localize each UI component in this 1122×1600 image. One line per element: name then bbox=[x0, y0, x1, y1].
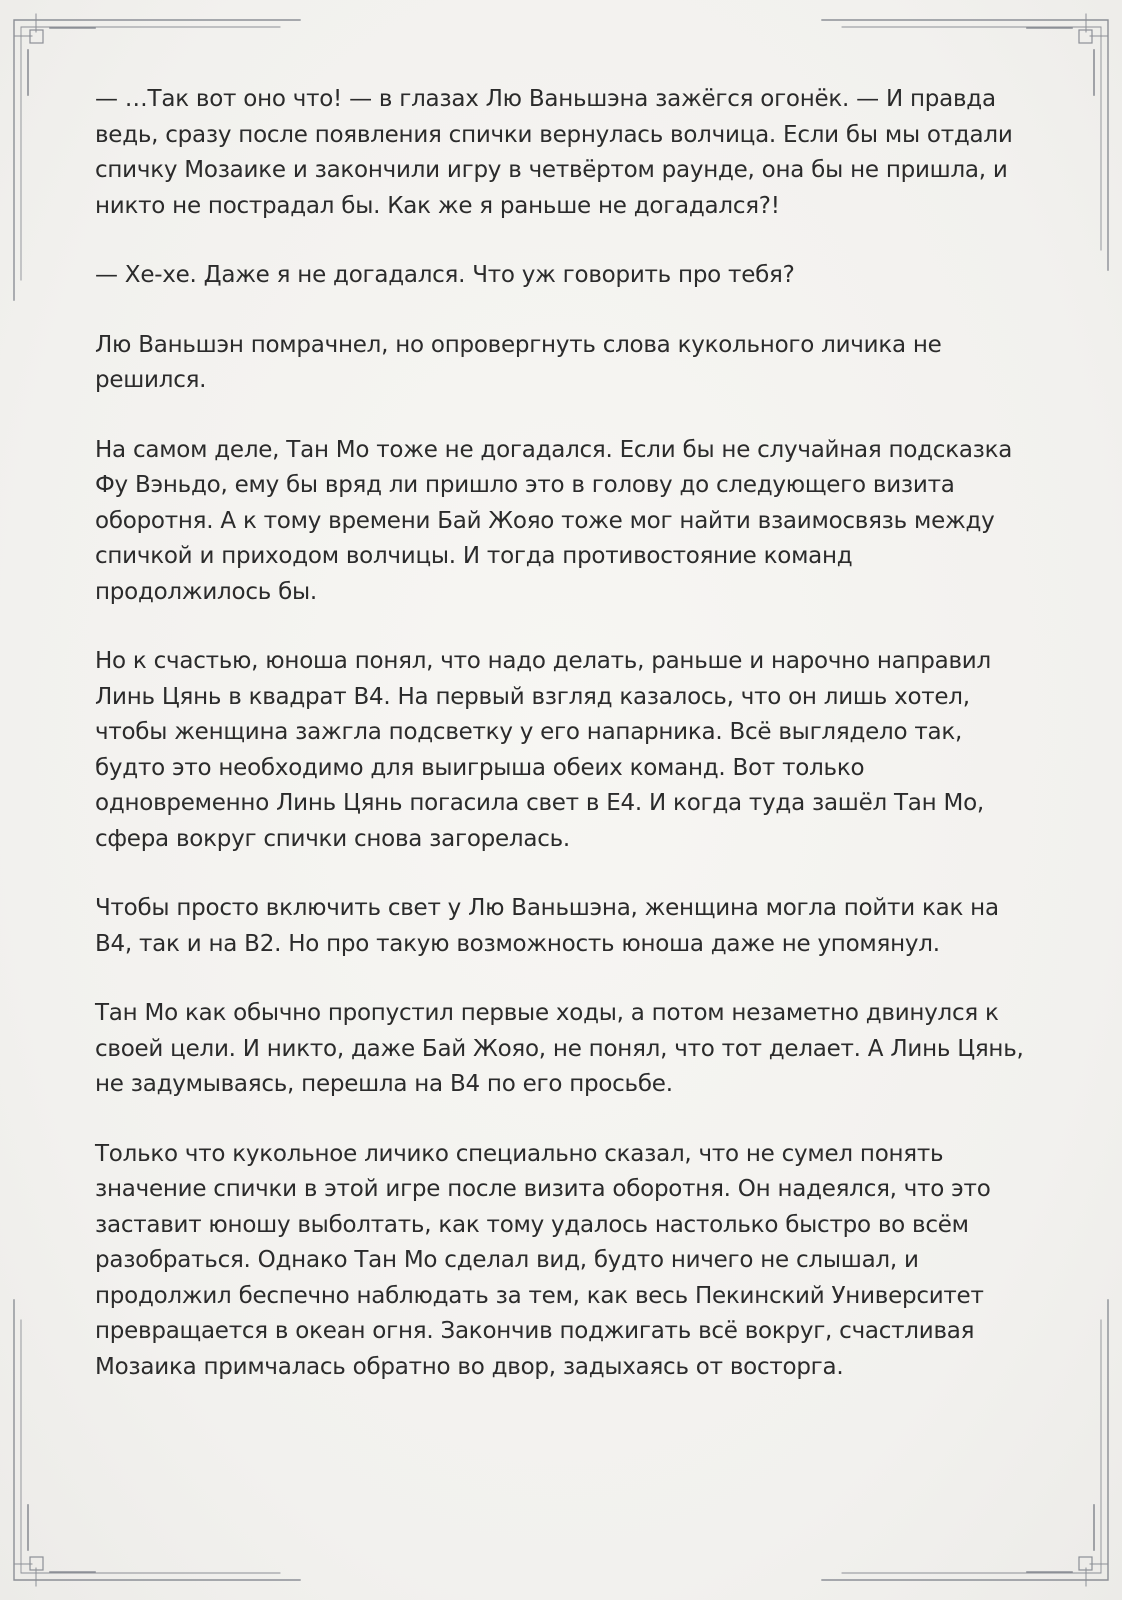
paragraph: Лю Ваньшэн помрачнел, но опровергнуть слова кукольного личика не решился. bbox=[95, 331, 942, 393]
paragraph: На самом деле, Тан Мо тоже не догадался. Если бы не случайная подсказка Фу Вэньдо, ему бы вряд ли пришло это в голову до следующего визита оборотня. А к тому времени Бай Жояо тоже мог найти взаимосвязь между спичкой и приходом волчицы. И тогда противостояние команд продолжилось бы. bbox=[95, 436, 1013, 605]
paragraph: — Хе-хе. Даже я не догадался. Что уж говорить про тебя? bbox=[95, 262, 795, 288]
paragraph: Но к счастью, юноша понял, что надо делать, раньше и нарочно направил Линь Цянь в квадрат В4. На первый взгляд казалось, что он лишь хотел, чтобы женщина зажгла подсветку у его напарника. Всё выглядело так, будто это необходимо для выигрыша обеих команд. Вот только одновременно Линь Цянь погасила свет в Е4. И когда туда зашёл Тан Мо, сфера вокруг спички снова загорелась. bbox=[95, 648, 991, 852]
paragraph: Только что кукольное личико специально сказал, что не сумел понять значение спички в этой игре после визита оборотня. Он надеялся, что это заставит юношу выболтать, как тому удалось настолько быстро во всём разобраться. Однако Тан Мо сделал вид, будто ничего не слышал, и продолжил беспечно наблюдать за тем, как весь Пекинский Университет превращается в океан огня. Закончив поджигать всё вокруг, счастливая Мозаика примчалась обратно во двор, задыхаясь от восторга. bbox=[95, 1140, 991, 1380]
document-body bbox=[95, 82, 1030, 1419]
paragraph: Чтобы просто включить свет у Лю Ваньшэна, женщина могла пойти как на В4, так и на В2. Но про такую возможность юноша даже не упомянул. bbox=[95, 895, 999, 957]
paragraph: Тан Мо как обычно пропустил первые ходы, а потом незаметно двинулся к своей цели. И никто, даже Бай Жояо, не понял, что тот делает. А Линь Цянь, не задумываясь, перешла на В4 по его просьбе. bbox=[95, 1000, 1024, 1097]
paragraph: — …Так вот оно что! — в глазах Лю Ваньшэна зажёгся огонёк. — И правда ведь, сразу после появления спички вернулась волчица. Если бы мы отдали спичку Мозаике и закончили игру в четвёртом раунде, она бы не пришла, и никто не пострадал бы. Как же я раньше не догадался?! bbox=[95, 86, 1013, 219]
